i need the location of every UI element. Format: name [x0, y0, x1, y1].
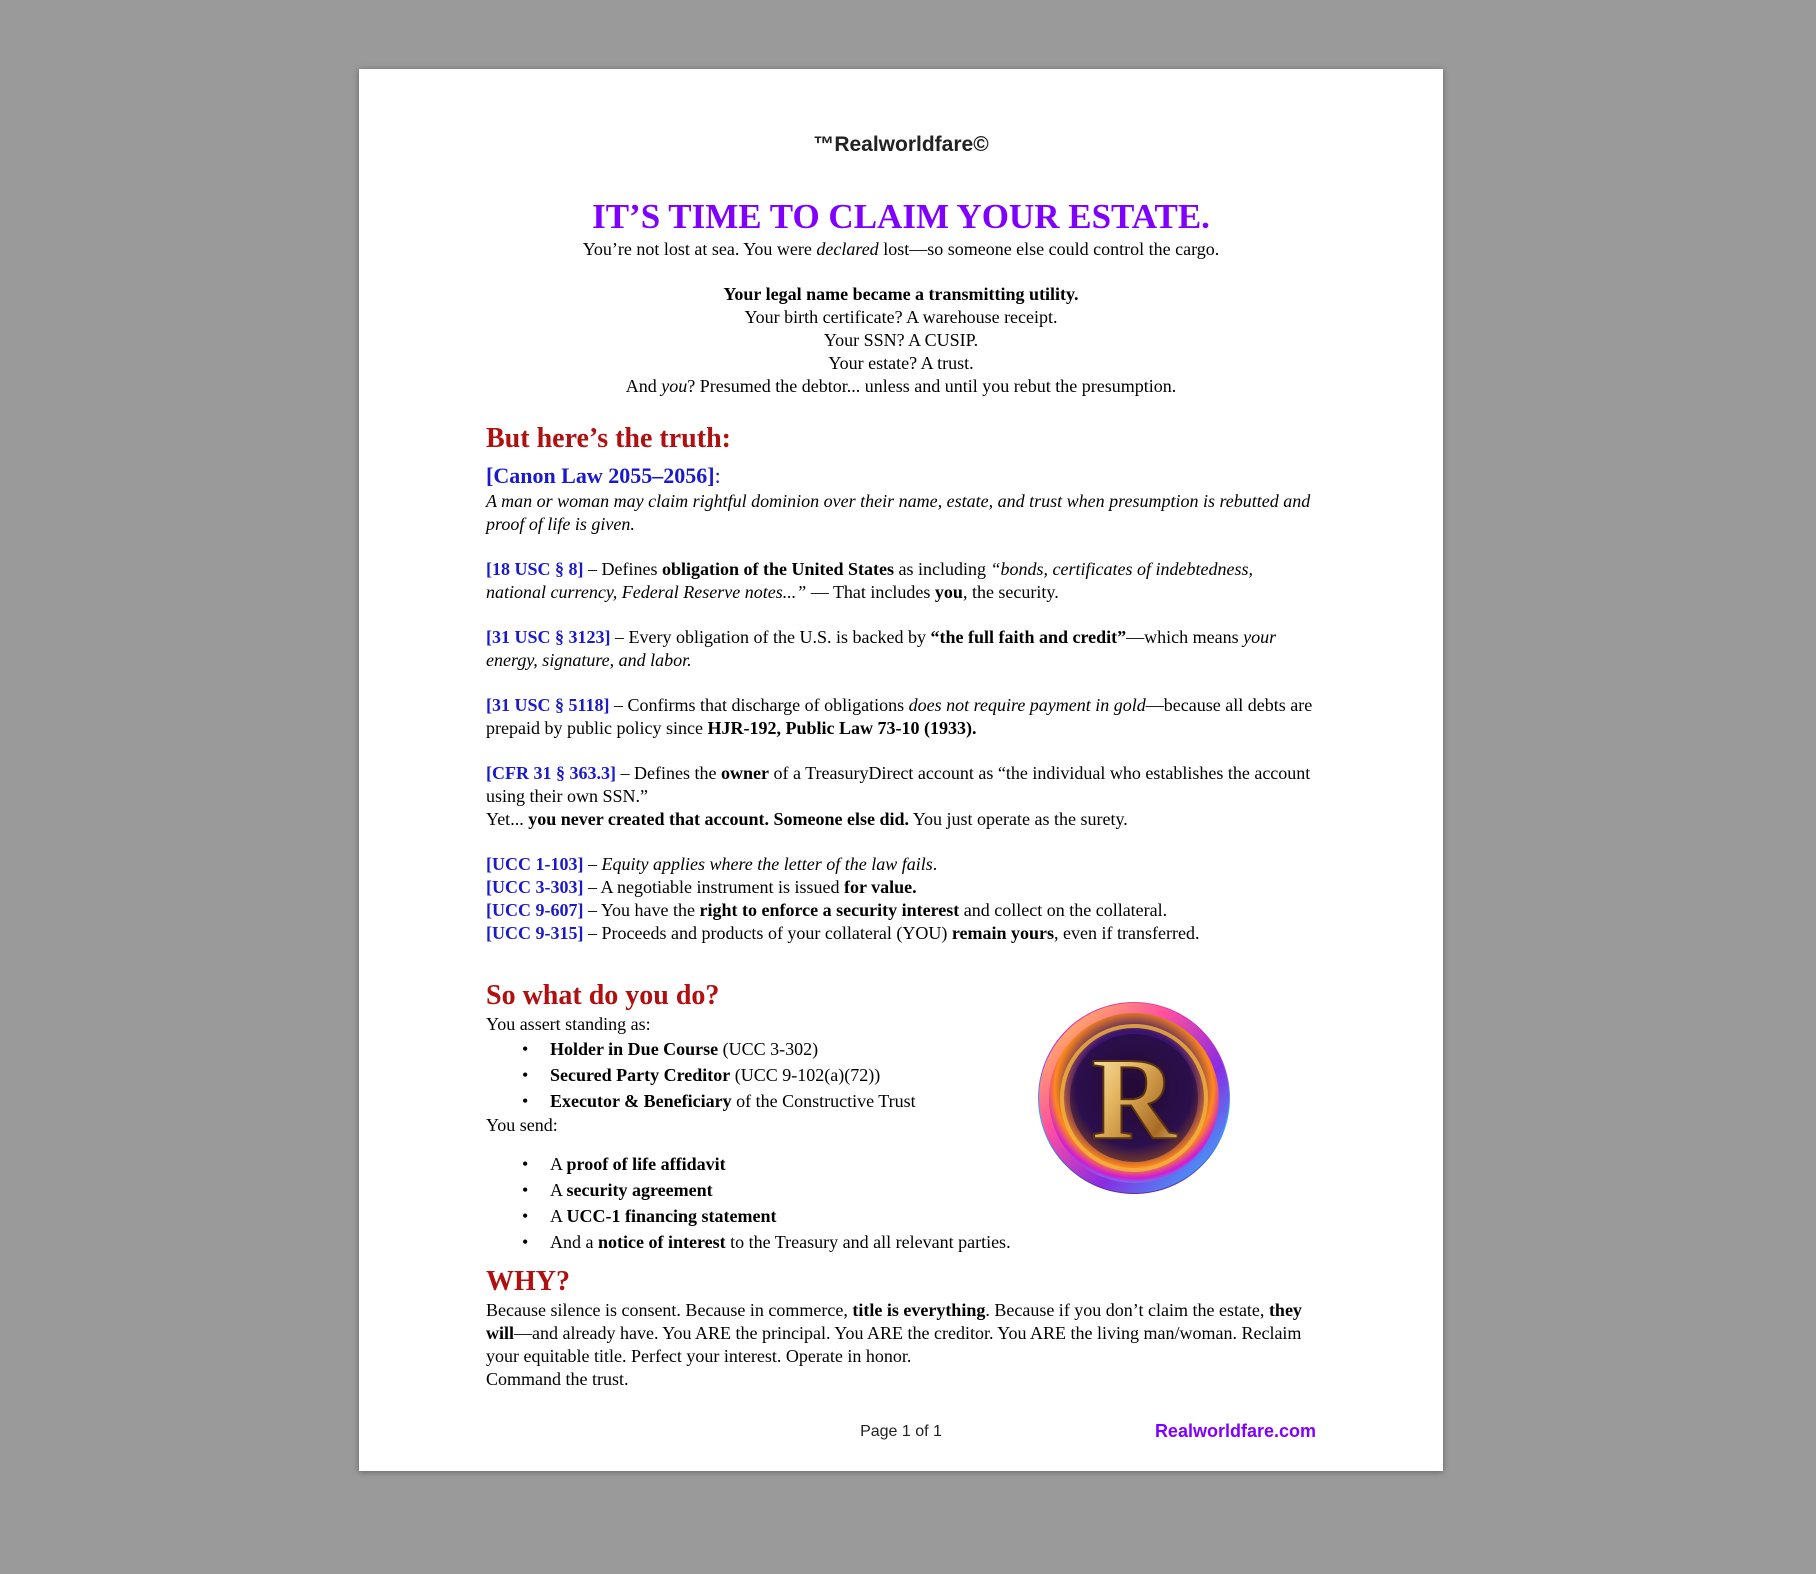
why-paragraph: Because silence is consent. Because in commerce, title is everything. Because if you don’t claim the estate, they will—and already have. You ARE the principal. You ARE the creditor. You ARE the living man/woman. Reclaim your equitable title. Perfect your interest. Operate in honor.: [486, 1300, 1302, 1366]
cfr-paragraph: [CFR 31 § 363.3] – Defines the owner of a TreasuryDirect account as “the individual who establishes the account using their own SSN.”: [486, 763, 1311, 806]
assert-line: You assert standing as:: [486, 1014, 651, 1034]
footer-website-link[interactable]: Realworldfare.com: [1154, 1421, 1316, 1441]
send-line: You send:: [486, 1115, 558, 1135]
registered-r-emblem-icon: [1034, 998, 1234, 1198]
list-item: • And a notice of interest to the Treasury and all relevant parties.: [522, 1229, 1316, 1255]
list-item: • Secured Party Creditor (UCC 9-102(a)(72)): [522, 1062, 1316, 1088]
logo-letter: R: [1091, 1033, 1177, 1164]
brand-header: ™Realworldfare©: [813, 133, 989, 156]
canon-law-citation: [Canon Law 2055–2056]:: [486, 463, 721, 488]
ucc-list: [486, 853, 1316, 945]
why-closing: Command the trust.: [486, 1369, 629, 1389]
list-item: • A proof of life affidavit: [522, 1151, 1316, 1177]
list-item: • Holder in Due Course (UCC 3-302): [522, 1036, 1316, 1062]
ucc-1-103: [UCC 1-103] – Equity applies where the letter of the law fails.: [486, 854, 938, 874]
stack-line-4: Your estate? A trust.: [828, 353, 974, 373]
usc-5118-paragraph: [31 USC § 5118] – Confirms that discharge of obligations does not require payment in gold—because all debts are prepaid by public policy since HJR-192, Public Law 73-10 (1933).: [486, 695, 1313, 738]
intro-line: You’re not lost at sea. You were declared lost—so someone else could control the cargo.: [582, 239, 1220, 259]
stack-line-3: Your SSN? A CUSIP.: [823, 330, 979, 350]
usc-3123-paragraph: [31 USC § 3123] – Every obligation of the U.S. is backed by “the full faith and credit”—which means your energy, signature, and labor.: [486, 627, 1277, 670]
usc-8-paragraph: [18 USC § 8] – Defines obligation of the United States as including “bonds, certificates of indebtedness, national currency, Federal Reserve notes...” — That includes you, the security.: [486, 559, 1253, 602]
action-heading: So what do you do?: [486, 980, 720, 1011]
cfr-followup: Yet... you never created that account. Someone else did. You just operate as the surety.: [486, 809, 1128, 829]
stack-line-1: Your legal name became a transmitting utility.: [723, 284, 1079, 304]
canon-law-text: A man or woman may claim rightful dominion over their name, estate, and trust when presumption is rebutted and proof of life is given.: [486, 491, 1311, 534]
page-title: IT’S TIME TO CLAIM YOUR ESTATE.: [592, 197, 1210, 236]
ucc-9-607: [UCC 9-607] – You have the right to enforce a security interest and collect on the collateral.: [486, 900, 1168, 920]
ucc-9-315: [UCC 9-315] – Proceeds and products of your collateral (YOU) remain yours, even if transferred.: [486, 923, 1200, 943]
stack-line-2: Your birth certificate? A warehouse receipt.: [744, 307, 1058, 327]
why-heading: WHY?: [486, 1266, 570, 1297]
list-item: • A security agreement: [522, 1177, 1316, 1203]
stack-line-5: And you? Presumed the debtor... unless and until you rebut the presumption.: [625, 376, 1177, 396]
list-item: • A UCC-1 financing statement: [522, 1203, 1316, 1229]
ucc-3-303: [UCC 3-303] – A negotiable instrument is issued for value.: [486, 877, 917, 897]
list-item: • Executor & Beneficiary of the Constructive Trust: [522, 1088, 1316, 1114]
page-number: Page 1 of 1: [860, 1423, 942, 1440]
document-page: [359, 69, 1443, 1471]
truth-heading: But here’s the truth:: [486, 423, 731, 454]
page-content: [486, 133, 1316, 1391]
